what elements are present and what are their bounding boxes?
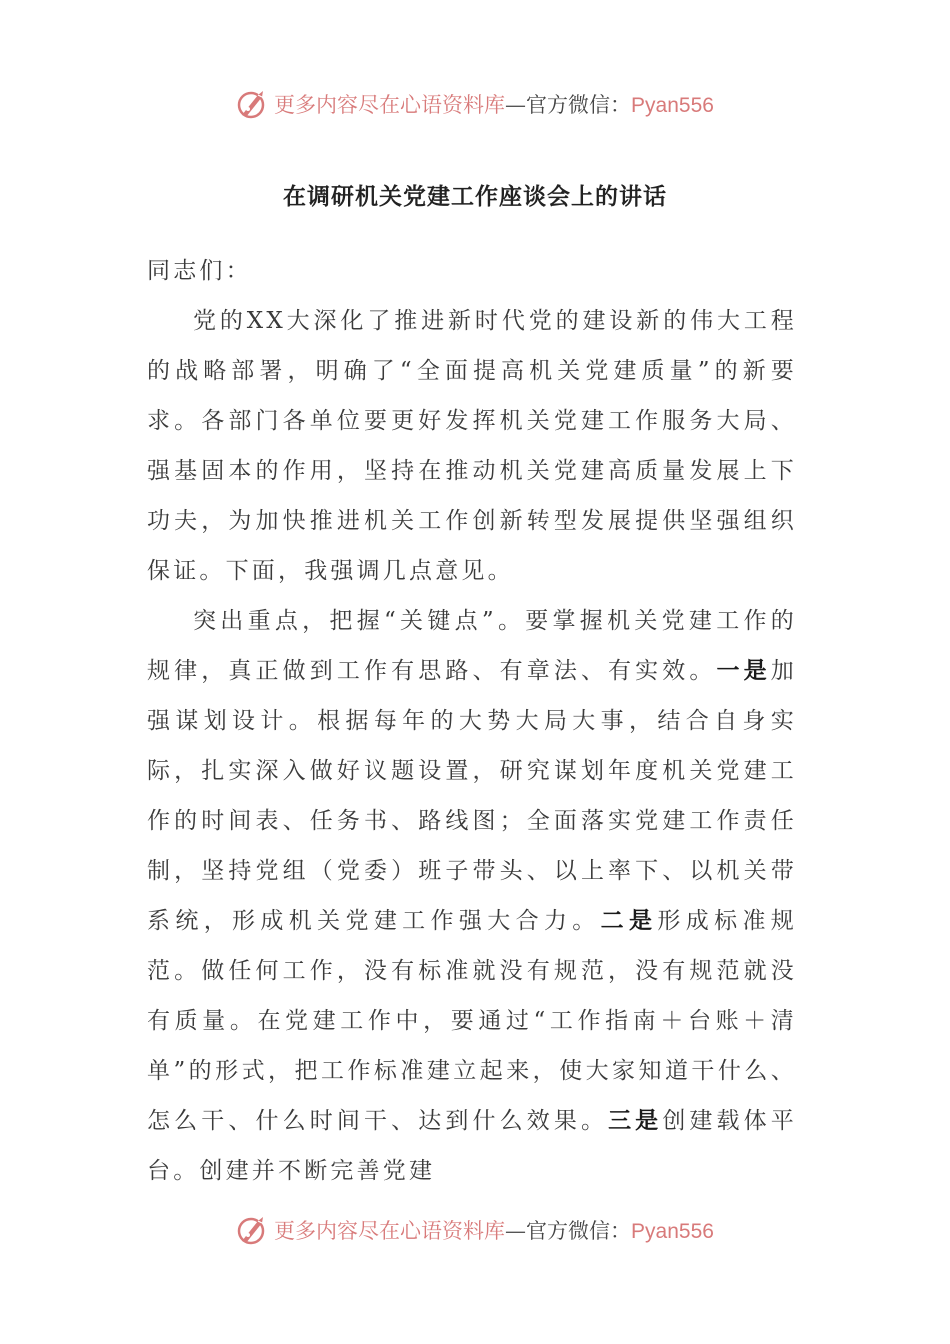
- paragraph-text: 形成标准规范。做任何工作，没有标准就没有规范，没有规范就没有质量。在党建工作中，要通过“工作指南＋台账＋清单”的形式，把工作标准建立起来，使大家知道干什么、怎么干、什么时间干、达到什么效果。: [147, 908, 798, 1134]
- banner-text: [274, 89, 714, 119]
- paragraph-text: 突出重点，把握“关键点”。要掌握机关党建工作的规律，真正做到工作有思路、有章法、有实效。: [147, 608, 797, 684]
- point-marker-1: 一是: [716, 657, 771, 684]
- paragraph-text: 创建载体平台。创建并不断完善党建: [147, 1108, 797, 1184]
- banner-main-text: 更多内容尽在心语资料库: [274, 93, 506, 117]
- document-title: 在调研机关党建工作座谈会上的讲话: [283, 184, 667, 210]
- pen-nib-logo-icon: [236, 87, 270, 121]
- paragraph-key-points: [147, 596, 797, 1196]
- banner-wechat-id: Pyan556: [631, 94, 714, 117]
- paragraph-text: 加强谋划设计。根据每年的大势大局大事，结合自身实际，扎实深入做好议题设置，研究谋划年度机关党建工作的时间表、任务书、路线图；全面落实党建工作责任制，坚持党组（党委）班子带头、以上率下、以机关带系统，形成机关党建工作强大合力。: [147, 658, 797, 934]
- document-body: [147, 246, 797, 1196]
- banner-wechat-id: Pyan556: [631, 1220, 714, 1243]
- header-banner: [0, 82, 950, 126]
- banner-separator: —: [505, 93, 527, 117]
- pen-nib-logo-icon: [236, 1213, 270, 1247]
- banner-separator: —: [505, 1219, 527, 1243]
- banner-wechat-label: 官方微信：: [526, 93, 632, 117]
- banner-main-text: 更多内容尽在心语资料库: [274, 1219, 506, 1243]
- banner-wechat-label: 官方微信：: [526, 1219, 632, 1243]
- paragraph-intro: 党的XX大深化了推进新时代党的建设新的伟大工程的战略部署，明确了“全面提高机关党建质量”的新要求。各部门各单位要更好发挥机关党建工作服务大局、强基固本的作用，坚持在推动机关党建高质量发展上下功夫，为加快推进机关工作创新转型发展提供坚强组织保证。下面，我强调几点意见。: [147, 308, 797, 584]
- footer-banner: [0, 1208, 950, 1252]
- banner-text: [274, 1215, 714, 1245]
- point-marker-3: 三是: [608, 1107, 663, 1134]
- salutation: 同志们：: [147, 258, 252, 284]
- point-marker-2: 二是: [600, 907, 658, 934]
